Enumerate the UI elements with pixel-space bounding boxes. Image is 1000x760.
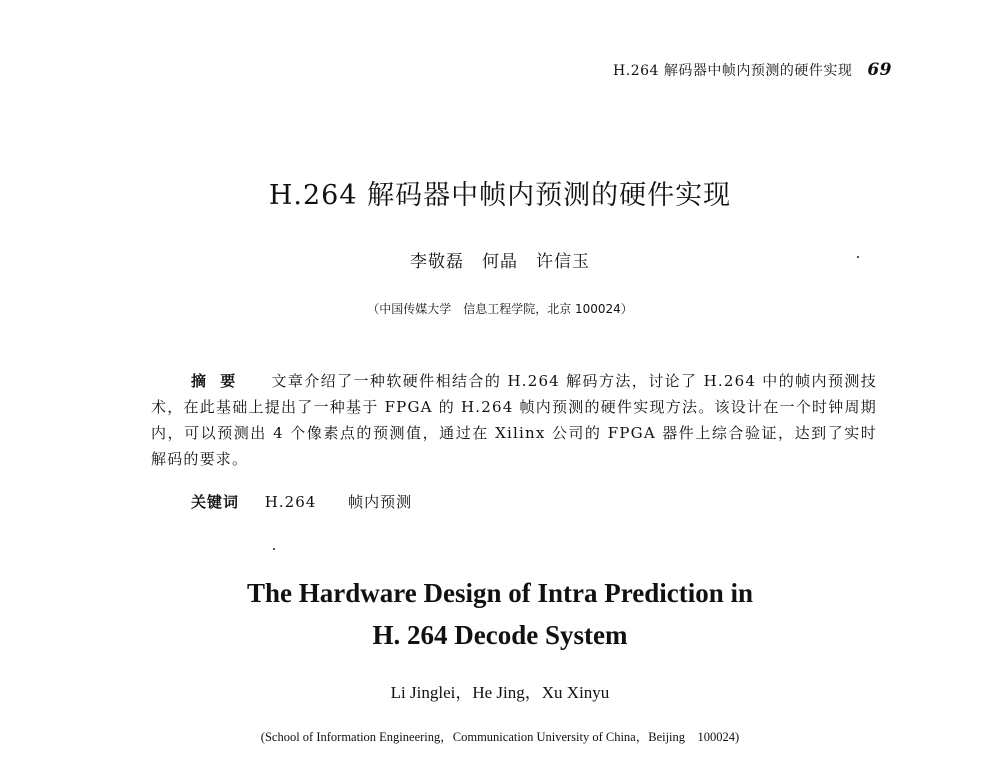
keywords-line [191,491,438,512]
running-title: H.264 解码器中帧内预测的硬件实现 [613,63,853,79]
authors-chinese: 李敬磊 何晶 许信玉 [410,252,590,272]
affiliation-english: (School of Information Engineering，Communication University of China，Beijing 100024) [260,730,740,744]
paper-title-english [0,572,1000,656]
page-number: 69 [867,60,892,80]
abstract-block [151,368,877,472]
keyword-item: H.264 [264,493,317,511]
scan-speck [273,548,275,550]
keywords-label: 关键词 [191,493,240,511]
paper-title-chinese: H.264 解码器中帧内预测的硬件实现 [268,180,732,211]
abstract-text: 文章介绍了一种软硬件相结合的 H.264 解码方法，讨论了 H.264 中的帧内预测技术，在此基础上提出了一种基于 FPGA 的 H.264 帧内预测的硬件实现方法。该设计在一个时钟周期内，可以预测出 4 个像素点的预测值，通过在 Xilinx 公司的 FPGA 器件上综合验证，达到了实时解码的要求。 [151,372,877,468]
authors-english: Li Jinglei，He Jing，Xu Xinyu [390,683,610,702]
scan-speck [857,256,859,258]
title-en-line-2: H. 264 Decode System [372,620,628,650]
abstract-label: 摘要 [191,372,250,390]
title-en-line-1: The Hardware Design of Intra Prediction in [247,578,753,608]
running-header [613,60,892,80]
affiliation-chinese: （中国传媒大学 信息工程学院，北京 100024） [367,302,633,316]
keyword-item: 帧内预测 [348,493,413,511]
